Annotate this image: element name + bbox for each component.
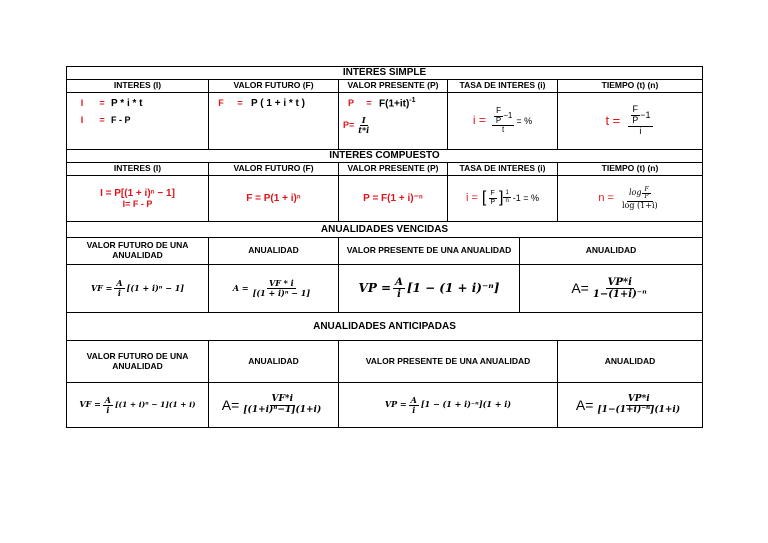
vencidas-vp-cell (338, 264, 520, 313)
simple-interes-eq: = (99, 98, 105, 109)
simple-interes-expr: P * i * t (111, 97, 143, 109)
anticipadas-header-vf: VALOR FUTURO DE UNA ANUALIDAD (66, 340, 209, 383)
simple-futuro-eq: = (237, 98, 243, 109)
anticipadas-anualidad1-var: A= (221, 396, 240, 413)
simple-interes2-eq: = (99, 115, 105, 126)
simple-presente2-var: P= (343, 119, 355, 130)
simple-presente-eq: = (366, 98, 372, 109)
vencidas-title-row (66, 221, 703, 238)
compuesto-interes2-expr: I= F - P (122, 199, 153, 210)
simple-header-futuro: VALOR FUTURO (F) (208, 79, 339, 93)
compuesto-header-row (66, 162, 703, 176)
anticipadas-title-row (66, 312, 703, 341)
compuesto-header-presente: VALOR PRESENTE (P) (338, 162, 448, 176)
simple-header-presente: VALOR PRESENTE (P) (338, 79, 448, 93)
compuesto-tasa-var: i = (465, 192, 478, 205)
simple-formula-row (66, 92, 703, 150)
anticipadas-anualidad2-cell (557, 382, 703, 428)
compuesto-interes-cell (66, 175, 209, 222)
anticipadas-anualidad1-cell (208, 382, 339, 428)
vencidas-vf-var: VF = (90, 282, 113, 293)
compuesto-futuro-expr: F = P(1 + i)ⁿ (246, 192, 301, 204)
simple-tiempo-cell (557, 92, 703, 150)
simple-tasa-var: i = (472, 113, 486, 128)
simple-interes-var: I (80, 98, 84, 109)
compuesto-title: INTERES COMPUESTO (66, 149, 703, 163)
anticipadas-header-anualidad1: ANUALIDAD (208, 340, 339, 383)
anticipadas-vp-cell (338, 382, 558, 428)
anticipadas-vp-var: VP = (384, 399, 407, 410)
vencidas-anualidad2-cell (519, 264, 703, 313)
compuesto-interes-expr: I = P[(1 + i)ⁿ − 1] (100, 187, 175, 199)
compuesto-title-row (66, 149, 703, 163)
compuesto-tiempo-frac: log $\frac{F}{P}$ log (1+i) (621, 185, 658, 210)
simple-interes2-expr: F - P (111, 115, 131, 126)
compuesto-header-futuro: VALOR FUTURO (F) (208, 162, 339, 176)
simple-interes2-var: I (80, 115, 84, 126)
simple-header-tiempo: TIEMPO (t) (n) (557, 79, 703, 93)
vencidas-header-vf: VALOR FUTURO DE UNA ANUALIDAD (66, 237, 209, 265)
compuesto-header-tasa: TASA DE INTERES (i) (447, 162, 558, 176)
simple-interes-cell (66, 92, 209, 150)
vencidas-formula-row (66, 264, 703, 313)
compuesto-formula-row (66, 175, 703, 222)
vencidas-anualidad1-var: A = (232, 282, 249, 293)
simple-header-row (66, 79, 703, 93)
anticipadas-vp-tail: [1 − (1 + i)⁻ⁿ](1 + i) (420, 399, 512, 410)
vencidas-vf-tail: [(1 + i)ⁿ − 1] (126, 282, 185, 293)
compuesto-tasa-tail: -1 = % (512, 193, 540, 204)
vencidas-vp-tail: [1 − (1 + i)⁻ⁿ] (406, 280, 500, 295)
anticipadas-anualidad1-frac: $\frac{VF*i}{\text{[(1+i)ⁿ−1](1+i)}}$ (243, 393, 322, 415)
vencidas-vp-frac: $\frac{A}{i}$ (395, 277, 403, 300)
compuesto-header-tiempo: TIEMPO (t) (n) (557, 162, 703, 176)
simple-title: INTERES SIMPLE (66, 66, 703, 80)
simple-tiempo-var: t = (605, 112, 621, 128)
anticipadas-vf-tail: [(1 + i)ⁿ − 1](1 + i) (114, 399, 196, 409)
vencidas-header-row (66, 237, 703, 265)
anticipadas-vf-cell (66, 382, 209, 428)
anticipadas-header-row (66, 340, 703, 383)
compuesto-tasa-cell: i = [ $\frac{F}{P}$ ] $\frac{1}{n}$ -1 = % (447, 175, 558, 222)
simple-futuro-expr: P ( 1 + i * t ) (251, 97, 305, 109)
simple-presente2-frac: $\frac{I}{t*i}$ (358, 114, 370, 135)
simple-presente-exp: -1 (409, 97, 416, 105)
anticipadas-header-anualidad2: ANUALIDAD (557, 340, 703, 383)
formula-table (66, 66, 703, 428)
simple-header-interes: INTERES (I) (66, 79, 209, 93)
simple-presente-expr: $F(1+it)^{-1}$ (379, 97, 416, 110)
vencidas-anualidad1-frac: $\frac{VF * i}{\text{[(1 + i)ⁿ − 1]}}$ (252, 278, 311, 298)
anticipadas-vp-frac: $\frac{A}{i}$ (410, 394, 417, 415)
compuesto-futuro-cell (208, 175, 339, 222)
anticipadas-header-vp: VALOR PRESENTE DE UNA ANUALIDAD (338, 340, 558, 383)
anticipadas-formula-row (66, 382, 703, 428)
simple-header-tasa: TASA DE INTERES (i) (447, 79, 558, 93)
anticipadas-anualidad2-frac: $\frac{VP*i}{\text{[1−(1+i)⁻ⁿ](1+i)}}$ (597, 393, 681, 415)
compuesto-header-interes: INTERES (I) (66, 162, 209, 176)
compuesto-presente-expr: P = F(1 + i)⁻ⁿ (363, 192, 423, 204)
simple-tasa-tail: = % (516, 115, 533, 126)
simple-title-row (66, 66, 703, 80)
compuesto-tiempo-cell (557, 175, 703, 222)
simple-tiempo-frac: $\frac{F}{P}$ −1 i (628, 105, 652, 137)
vencidas-header-anualidad2: ANUALIDAD (519, 237, 703, 265)
vencidas-header-anualidad1: ANUALIDAD (208, 237, 339, 265)
vencidas-header-vp: VALOR PRESENTE DE UNA ANUALIDAD (338, 237, 520, 265)
anticipadas-vf-var: VF = (79, 399, 101, 410)
simple-presente-var: P (347, 98, 354, 109)
compuesto-tiempo-var: n = (598, 192, 614, 205)
vencidas-anualidad2-frac: $\frac{VP*i}{\text{1−(1+i)⁻ⁿ}}$ (592, 277, 647, 300)
anticipadas-title: ANUALIDADES ANTICIPADAS (66, 312, 703, 341)
simple-futuro-cell (208, 92, 339, 150)
simple-presente-cell (338, 92, 448, 150)
vencidas-vf-cell (66, 264, 209, 313)
compuesto-presente-cell (338, 175, 448, 222)
compuesto-tasa-frac: $\frac{F}{P}$ (490, 190, 495, 206)
compuesto-tasa-exp: $\frac{1}{n}$ (505, 190, 509, 204)
simple-tasa-frac: $\frac{F}{P}$ −1 t (492, 107, 514, 135)
anticipadas-anualidad2-var: A= (575, 396, 594, 413)
vencidas-anualidad1-cell (208, 264, 339, 313)
simple-futuro-var: F (218, 98, 224, 109)
vencidas-vp-var: VP = (358, 280, 392, 295)
vencidas-vf-frac: $\frac{A}{i}$ (116, 278, 123, 298)
vencidas-title: ANUALIDADES VENCIDAS (66, 221, 703, 238)
simple-tasa-cell (447, 92, 558, 150)
anticipadas-vf-frac: $\frac{A}{i}$ (104, 394, 111, 415)
vencidas-anualidad2-var: A= (571, 280, 589, 297)
